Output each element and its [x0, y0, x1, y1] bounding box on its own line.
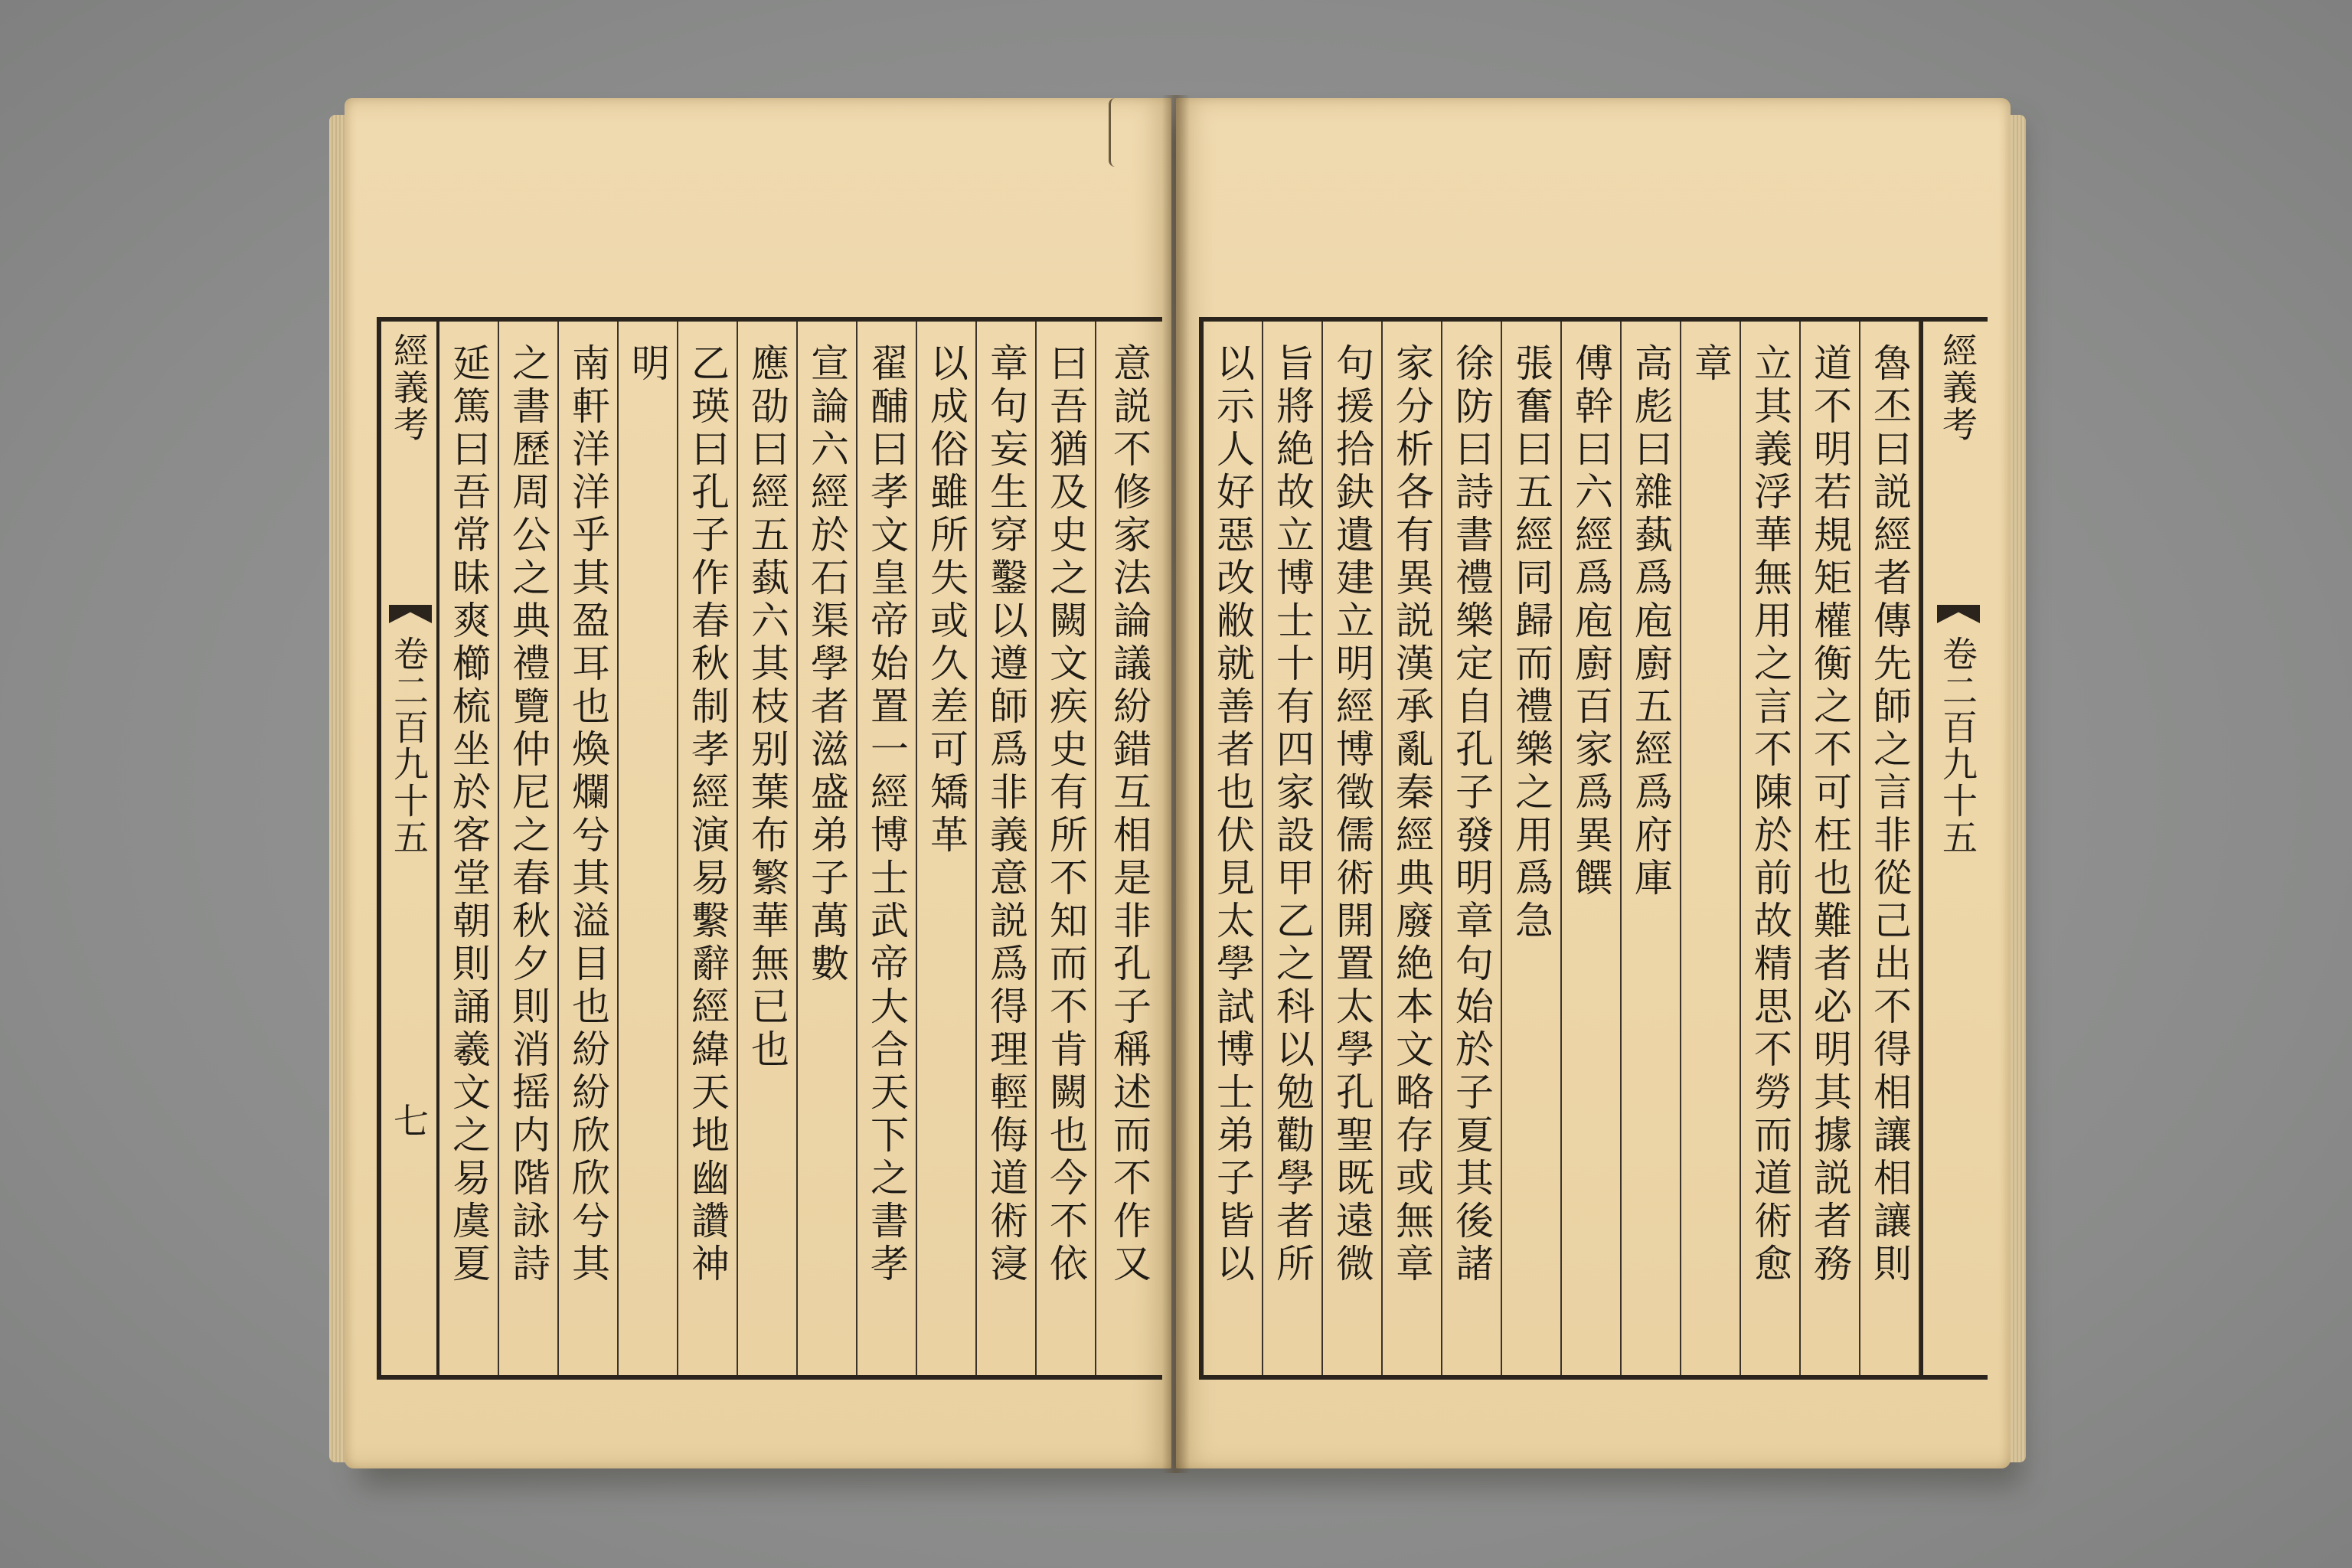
- right-banxin: [1920, 322, 1992, 1375]
- text-column: [1096, 322, 1162, 1375]
- text-column: [559, 322, 619, 1375]
- column-text: 句援拾鈌遺建立明經博徵儒術開置太學孔聖既遠微: [1330, 343, 1374, 1286]
- banxin-juan: 卷二百九十五: [1937, 635, 1978, 856]
- column-text: 以示人好惡改敝就善者也伏見太學試博士弟子皆以: [1210, 343, 1255, 1286]
- text-column: [1442, 322, 1502, 1375]
- paper-tear: [1109, 98, 1122, 167]
- text-column: [499, 322, 559, 1375]
- text-column: [678, 322, 738, 1375]
- text-column: [1741, 322, 1801, 1375]
- column-text: 乙瑛曰孔子作春秋制孝經演易繫辭經緯天地幽讚神: [685, 343, 730, 1286]
- column-text: 章: [1688, 343, 1733, 386]
- text-column: [1502, 322, 1562, 1375]
- text-column: [1204, 322, 1263, 1375]
- column-text: 應劭曰經五蓺六其枝别葉布繁華無已也: [745, 343, 789, 1072]
- column-text: 高彪曰雜蓺爲庖廚五經爲府庫: [1628, 343, 1673, 900]
- column-text: 章句妄生穿鑿以遵師爲非義意説爲得理輕侮道術寖: [984, 343, 1028, 1286]
- text-column: [858, 322, 917, 1375]
- fishtail-icon: [389, 605, 432, 623]
- column-text: 立其義浮華無用之言不陳於前故精思不勞而道術愈: [1748, 343, 1792, 1286]
- left-banxin: [381, 322, 439, 1375]
- text-column: [1801, 322, 1860, 1375]
- banxin-title: 經義考: [1937, 332, 1978, 443]
- column-text: 以成俗雖所失或久差可矯革: [924, 343, 969, 858]
- fishtail-icon: [1937, 605, 1980, 623]
- banxin-page-number: 七: [388, 1102, 430, 1138]
- text-column: [1323, 322, 1383, 1375]
- text-column: [619, 322, 678, 1375]
- right-page-frame: [1199, 317, 1988, 1380]
- column-text: 張奮曰五經同歸而禮樂之用爲急: [1509, 343, 1553, 943]
- text-column: [1383, 322, 1442, 1375]
- text-column: [1860, 322, 1920, 1375]
- column-text: 家分析各有異説漢承亂秦經典廢絶本文略存或無章: [1390, 343, 1434, 1286]
- banxin-juan: 卷二百九十五: [388, 635, 430, 856]
- column-text: 傅幹曰六經爲庖廚百家爲異饌: [1569, 343, 1613, 900]
- column-text: 延篤曰吾常昧爽櫛梳坐於客堂朝則誦羲文之易虞夏: [446, 343, 491, 1286]
- column-text: 道不明若規矩權衡之不可枉也難者必明其據説者務: [1808, 343, 1852, 1286]
- text-column: [977, 322, 1037, 1375]
- text-column: [1681, 322, 1741, 1375]
- text-column: [1263, 322, 1323, 1375]
- column-text: 曰吾猶及史之闕文疾史有所不知而不肯闕也今不依: [1044, 343, 1088, 1286]
- column-text: 翟酺曰孝文皇帝始置一經博士武帝大合天下之書孝: [864, 343, 909, 1286]
- text-column: [439, 322, 499, 1375]
- column-text: 南軒洋洋乎其盈耳也煥爛兮其溢目也紛紛欣欣兮其: [566, 343, 610, 1286]
- text-column: [1622, 322, 1681, 1375]
- column-text: 意説不修家法論議紛錯互相是非孔子稱述而不作又: [1107, 343, 1152, 1286]
- banxin-title: 經義考: [388, 332, 430, 443]
- column-text: 之書歷周公之典禮覽仲尼之春秋夕則消摇内階詠詩: [506, 343, 550, 1286]
- text-column: [798, 322, 858, 1375]
- text-column: [1037, 322, 1096, 1375]
- column-text: 旨將絶故立博士十有四家設甲乙之科以勉勸學者所: [1270, 343, 1315, 1286]
- text-column: [1562, 322, 1622, 1375]
- column-text: 明: [626, 343, 670, 386]
- book-gutter: [1162, 95, 1190, 1473]
- column-text: 徐防曰詩書禮樂定自孔子發明章句始於子夏其後諸: [1449, 343, 1494, 1286]
- column-text: 魯丕曰説經者傳先師之言非從己出不得相讓相讓則: [1867, 343, 1912, 1286]
- text-column: [738, 322, 798, 1375]
- text-column: [917, 322, 977, 1375]
- left-page-frame: [377, 317, 1162, 1380]
- column-text: 宣論六經於石渠學者滋盛弟子萬數: [805, 343, 849, 986]
